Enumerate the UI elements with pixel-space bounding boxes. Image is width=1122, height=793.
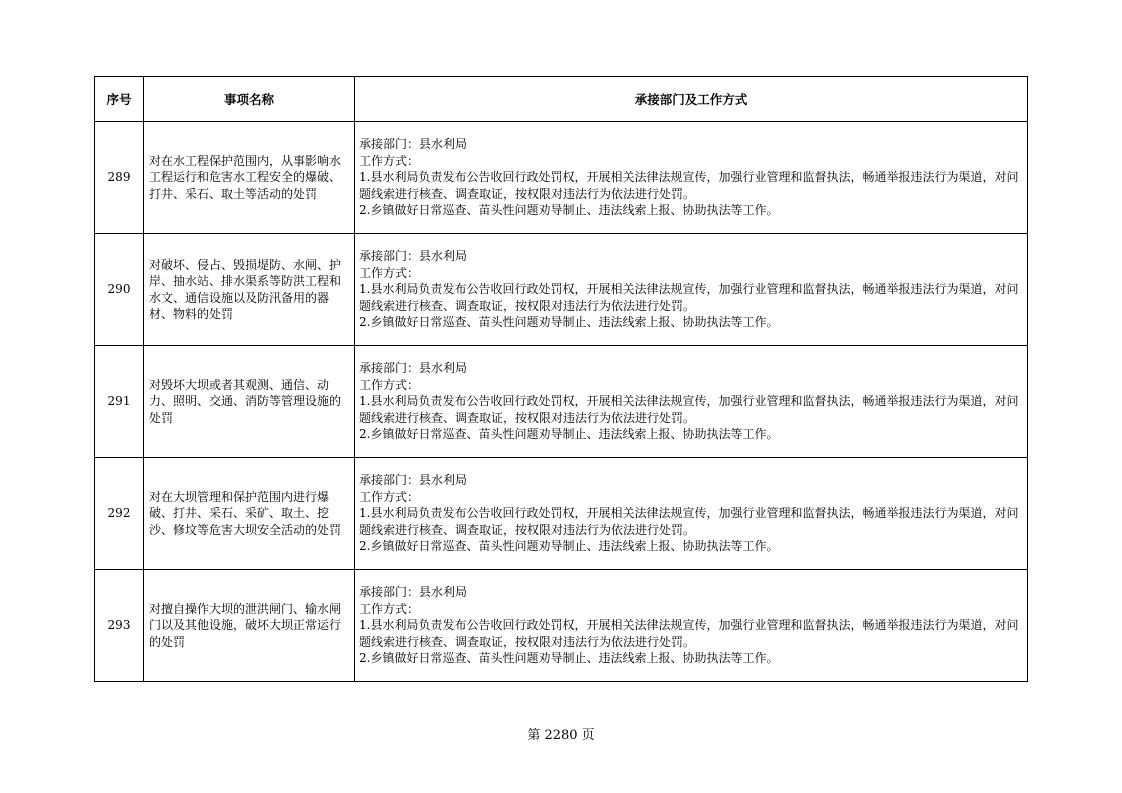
row-mode-label: 工作方式： [359,489,420,504]
row-seq: 291 [95,346,144,458]
row-item-2: 2.乡镇做好日常巡查、苗头性问题劝导制止、违法线索上报、协助执法等工作。 [359,539,779,554]
row-matter-name: 对在大坝管理和保护范围内进行爆破、打井、采石、采矿、取土、挖沙、修坟等危害大坝安全活动的处罚 [144,458,355,570]
row-dept: 承接部门：县水利局 [359,361,468,376]
row-matter-name: 对毁坏大坝或者其观测、通信、动力、照明、交通、消防等管理设施的处罚 [144,346,355,458]
row-mode-label: 工作方式： [359,377,420,392]
row-dept: 承接部门：县水利局 [359,585,468,600]
row-seq: 293 [95,570,144,682]
row-item-2: 2.乡镇做好日常巡查、苗头性问题劝导制止、违法线索上报、协助执法等工作。 [359,651,779,666]
row-item-1: 1.县水利局负责发布公告收回行政处罚权，开展相关法律法规宣传，加强行业管理和监督执法，畅通举报违法行为渠道，对问题线索进行核查、调查取证，按权限对违法行为依法进行处罚。 [359,618,1019,649]
row-matter-name: 对在水工程保护范围内，从事影响水工程运行和危害水工程安全的爆破、打井、采石、取土等活动的处罚 [144,122,355,234]
table-header-row [95,77,1028,122]
row-dept: 承接部门：县水利局 [359,137,468,152]
row-method [355,570,1028,682]
row-method [355,346,1028,458]
row-item-1: 1.县水利局负责发布公告收回行政处罚权，开展相关法律法规宣传，加强行业管理和监督执法，畅通举报违法行为渠道，对问题线索进行核查、调查取证，按权限对违法行为依法进行处罚。 [359,170,1019,201]
row-item-1: 1.县水利局负责发布公告收回行政处罚权，开展相关法律法规宣传，加强行业管理和监督执法，畅通举报违法行为渠道，对问题线索进行核查、调查取证，按权限对违法行为依法进行处罚。 [359,282,1019,313]
row-seq: 292 [95,458,144,570]
page-number: 第 2280 页 [527,728,595,743]
table-row [95,234,1028,346]
header-seq: 序号 [95,77,144,122]
row-seq: 290 [95,234,144,346]
row-matter-name: 对破坏、侵占、毁损堤防、水闸、护岸、抽水站、排水渠系等防洪工程和水文、通信设施以及防汛备用的器材、物料的处罚 [144,234,355,346]
row-matter-name: 对擅自操作大坝的泄洪闸门、输水闸门以及其他设施，破坏大坝正常运行的处罚 [144,570,355,682]
row-dept: 承接部门：县水利局 [359,473,468,488]
matters-table [94,76,1028,682]
row-item-2: 2.乡镇做好日常巡查、苗头性问题劝导制止、违法线索上报、协助执法等工作。 [359,315,779,330]
table-row [95,570,1028,682]
row-method [355,234,1028,346]
row-item-1: 1.县水利局负责发布公告收回行政处罚权，开展相关法律法规宣传，加强行业管理和监督执法，畅通举报违法行为渠道，对问题线索进行核查、调查取证，按权限对违法行为依法进行处罚。 [359,394,1019,425]
row-item-2: 2.乡镇做好日常巡查、苗头性问题劝导制止、违法线索上报、协助执法等工作。 [359,203,779,218]
row-mode-label: 工作方式： [359,601,420,616]
table-row [95,122,1028,234]
header-method: 承接部门及工作方式 [355,77,1028,122]
row-mode-label: 工作方式： [359,265,420,280]
row-method [355,122,1028,234]
table-row [95,458,1028,570]
row-method [355,458,1028,570]
row-seq: 289 [95,122,144,234]
row-mode-label: 工作方式： [359,153,420,168]
header-name: 事项名称 [144,77,355,122]
table-row [95,346,1028,458]
row-dept: 承接部门：县水利局 [359,249,468,264]
row-item-1: 1.县水利局负责发布公告收回行政处罚权，开展相关法律法规宣传，加强行业管理和监督执法，畅通举报违法行为渠道，对问题线索进行核查、调查取证，按权限对违法行为依法进行处罚。 [359,506,1019,537]
row-item-2: 2.乡镇做好日常巡查、苗头性问题劝导制止、违法线索上报、协助执法等工作。 [359,427,779,442]
